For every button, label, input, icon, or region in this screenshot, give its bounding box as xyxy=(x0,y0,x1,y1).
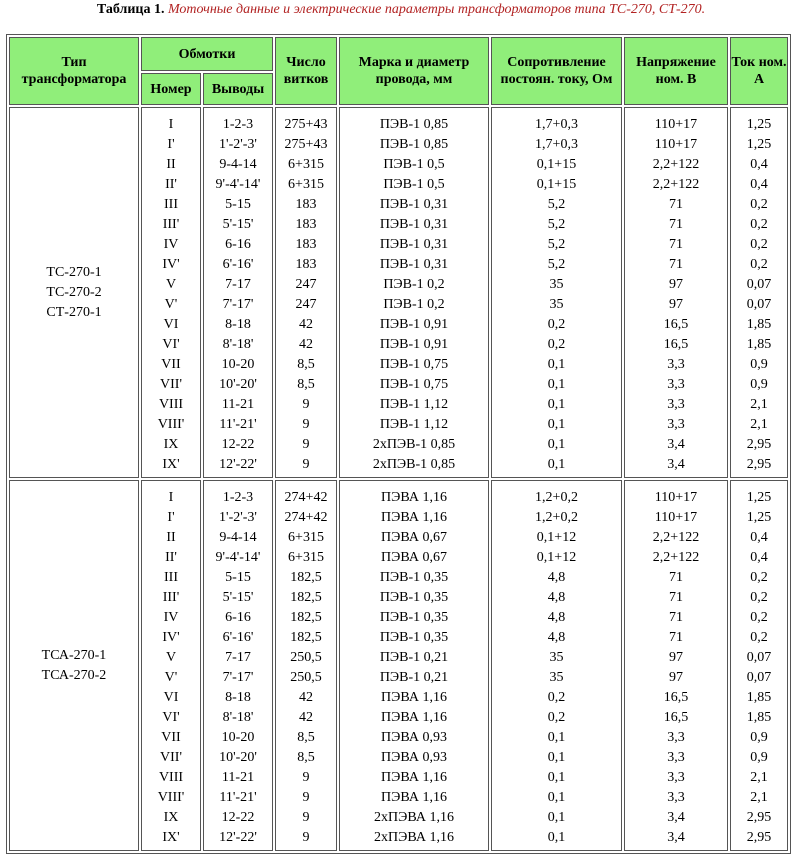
winding-number: VIII xyxy=(158,770,184,785)
type-name: ТС-270-2 xyxy=(46,284,102,300)
current-value: 2,95 xyxy=(746,457,772,472)
resistance-value: 0,1 xyxy=(547,830,566,845)
winding-number: VI xyxy=(163,690,179,705)
resistance-value: 4,8 xyxy=(547,570,566,585)
header-number: Номер xyxy=(141,73,201,105)
winding-leads: 1'-2'-3' xyxy=(219,137,257,152)
wire-value: ПЭВ-1 0,31 xyxy=(379,237,449,252)
wire-value: ПЭВА 1,16 xyxy=(381,710,447,725)
header-wire: Марка и диаметр провода, мм xyxy=(339,37,489,105)
voltage-column xyxy=(624,107,728,478)
wire-value: ПЭВА 0,93 xyxy=(381,730,447,745)
winding-number: V' xyxy=(164,297,178,312)
leads-column xyxy=(203,107,273,478)
voltage-value: 16,5 xyxy=(663,690,689,705)
resistance-value: 0,2 xyxy=(547,710,566,725)
resistance-value: 0,1+15 xyxy=(536,157,577,172)
turns-value: 9 xyxy=(302,457,310,472)
wire-value: ПЭВ-1 0,31 xyxy=(379,217,449,232)
winding-number: IV' xyxy=(162,630,180,645)
current-value: 0,9 xyxy=(750,357,768,372)
current-value: 2,95 xyxy=(746,830,772,845)
turns-value: 9 xyxy=(302,770,310,785)
winding-number: V xyxy=(165,277,177,292)
current-value: 2,1 xyxy=(750,790,768,805)
wire-value: ПЭВА 1,16 xyxy=(381,510,447,525)
current-value: 0,4 xyxy=(750,530,768,545)
winding-leads: 6-16 xyxy=(225,237,251,252)
type-name: ТСА-270-2 xyxy=(41,667,107,683)
wire-value: ПЭВ-1 0,35 xyxy=(379,630,449,645)
winding-leads: 6'-16' xyxy=(222,257,254,272)
resistance-value: 0,1 xyxy=(547,437,566,452)
voltage-value: 97 xyxy=(669,297,683,312)
resistance-value: 1,2+0,2 xyxy=(535,510,578,525)
voltage-value: 3,3 xyxy=(667,417,685,432)
current-value: 2,95 xyxy=(746,437,772,452)
turns-value: 182,5 xyxy=(290,570,322,585)
wire-value: ПЭВ-1 0,5 xyxy=(383,177,445,192)
wire-value: 2хПЭВА 1,16 xyxy=(374,810,454,825)
winding-leads: 5-15 xyxy=(225,570,251,585)
wire-value: ПЭВ-1 0,85 xyxy=(379,137,449,152)
turns-column xyxy=(275,107,337,478)
current-value: 0,2 xyxy=(750,590,768,605)
current-value: 1,25 xyxy=(746,117,772,132)
resistance-value: 0,2 xyxy=(547,690,566,705)
wire-value: ПЭВ-1 0,85 xyxy=(379,117,449,132)
current-value: 0,4 xyxy=(750,550,768,565)
wire-value: ПЭВ-1 0,75 xyxy=(379,377,449,392)
winding-number: IV xyxy=(163,237,179,252)
resistance-value: 35 xyxy=(549,670,564,685)
winding-number: VII xyxy=(161,730,181,745)
voltage-value: 16,5 xyxy=(663,337,689,352)
current-value: 1,85 xyxy=(746,317,772,332)
winding-number: IX' xyxy=(162,830,180,845)
turns-value: 42 xyxy=(299,690,313,705)
wire-column xyxy=(339,107,489,478)
voltage-value: 3,3 xyxy=(667,770,685,785)
winding-leads: 9-4-14 xyxy=(219,157,257,172)
turns-value: 9 xyxy=(302,437,310,452)
winding-leads: 12'-22' xyxy=(219,830,257,845)
winding-leads: 8'-18' xyxy=(222,337,254,352)
current-value: 0,07 xyxy=(746,670,772,685)
voltage-value: 16,5 xyxy=(663,317,689,332)
current-value: 0,2 xyxy=(750,610,768,625)
winding-leads: 8'-18' xyxy=(222,710,254,725)
current-value: 0,2 xyxy=(750,197,768,212)
type-name: СТ-270-1 xyxy=(46,304,102,320)
caption-text: Моточные данные и электрические параметры трансформаторов типа ТС-270, СТ-270. xyxy=(167,2,706,17)
voltage-column xyxy=(624,480,728,851)
wire-value: ПЭВ-1 0,21 xyxy=(379,650,449,665)
resistance-value: 0,1+12 xyxy=(536,550,577,565)
group-row xyxy=(9,480,788,851)
resistance-value: 0,1+12 xyxy=(536,530,577,545)
winding-leads: 9'-4'-14' xyxy=(215,177,261,192)
voltage-value: 3,3 xyxy=(667,730,685,745)
winding-leads: 10-20 xyxy=(221,730,255,745)
winding-leads: 10-20 xyxy=(221,357,255,372)
current-value: 0,2 xyxy=(750,237,768,252)
turns-value: 9 xyxy=(302,417,310,432)
resistance-value: 0,1 xyxy=(547,750,566,765)
voltage-value: 2,2+122 xyxy=(652,550,700,565)
current-value: 1,25 xyxy=(746,490,772,505)
voltage-value: 110+17 xyxy=(654,510,698,525)
current-value: 2,95 xyxy=(746,810,772,825)
voltage-value: 71 xyxy=(669,217,683,232)
current-value: 0,2 xyxy=(750,570,768,585)
resistance-column xyxy=(491,480,622,851)
winding-leads: 12'-22' xyxy=(219,457,257,472)
resistance-value: 0,1 xyxy=(547,457,566,472)
resistance-column xyxy=(491,107,622,478)
voltage-value: 110+17 xyxy=(654,490,698,505)
current-value: 0,2 xyxy=(750,630,768,645)
winding-number: III' xyxy=(162,590,180,605)
transformer-types xyxy=(9,107,139,478)
current-value: 0,07 xyxy=(746,297,772,312)
turns-value: 6+315 xyxy=(288,177,324,192)
resistance-value: 0,1 xyxy=(547,810,566,825)
voltage-value: 71 xyxy=(669,610,683,625)
turns-value: 250,5 xyxy=(290,670,322,685)
wire-value: ПЭВА 0,93 xyxy=(381,750,447,765)
winding-number: II xyxy=(166,530,176,545)
winding-leads: 1-2-3 xyxy=(222,490,254,505)
turns-value: 275+43 xyxy=(284,117,328,132)
turns-value: 250,5 xyxy=(290,650,322,665)
resistance-value: 1,7+0,3 xyxy=(535,117,578,132)
turns-value: 42 xyxy=(299,710,313,725)
turns-value: 9 xyxy=(302,810,310,825)
voltage-value: 97 xyxy=(669,650,683,665)
voltage-value: 71 xyxy=(669,197,683,212)
resistance-value: 5,2 xyxy=(547,217,566,232)
winding-leads: 6'-16' xyxy=(222,630,254,645)
winding-number: II' xyxy=(165,550,177,565)
turns-value: 275+43 xyxy=(284,137,328,152)
winding-leads: 12-22 xyxy=(221,437,255,452)
wire-value: ПЭВ-1 0,75 xyxy=(379,357,449,372)
winding-number: VIII' xyxy=(157,790,185,805)
voltage-value: 97 xyxy=(669,670,683,685)
winding-number: VIII' xyxy=(157,417,185,432)
turns-value: 183 xyxy=(295,237,317,252)
winding-leads: 9'-4'-14' xyxy=(215,550,261,565)
turns-column xyxy=(275,480,337,851)
voltage-value: 16,5 xyxy=(663,710,689,725)
type-name: ТС-270-1 xyxy=(46,264,102,280)
winding-leads: 7-17 xyxy=(225,277,251,292)
winding-leads: 5'-15' xyxy=(222,217,254,232)
wire-value: 2хПЭВА 1,16 xyxy=(374,830,454,845)
turns-value: 8,5 xyxy=(297,357,315,372)
wire-value: ПЭВА 0,67 xyxy=(381,550,447,565)
winding-number: IX xyxy=(163,810,179,825)
resistance-value: 0,1 xyxy=(547,397,566,412)
winding-number: IX' xyxy=(162,457,180,472)
turns-value: 247 xyxy=(295,277,317,292)
header-turns: Число витков xyxy=(275,37,337,105)
current-value: 0,07 xyxy=(746,277,772,292)
voltage-value: 3,4 xyxy=(667,437,685,452)
resistance-value: 35 xyxy=(549,277,564,292)
voltage-value: 3,3 xyxy=(667,377,685,392)
current-value: 1,25 xyxy=(746,510,772,525)
voltage-value: 71 xyxy=(669,237,683,252)
winding-leads: 10'-20' xyxy=(219,750,257,765)
wire-value: ПЭВА 1,16 xyxy=(381,490,447,505)
turns-value: 6+315 xyxy=(288,157,324,172)
wire-value: ПЭВ-1 0,35 xyxy=(379,610,449,625)
winding-leads: 10'-20' xyxy=(219,377,257,392)
resistance-value: 0,1+15 xyxy=(536,177,577,192)
turns-value: 8,5 xyxy=(297,377,315,392)
winding-number: IV xyxy=(163,610,179,625)
turns-value: 9 xyxy=(302,790,310,805)
header-resistance: Сопротивление постоян. току, Ом xyxy=(491,37,622,105)
voltage-value: 3,3 xyxy=(667,397,685,412)
winding-leads: 11'-21' xyxy=(219,790,257,805)
turns-value: 274+42 xyxy=(284,510,328,525)
turns-value: 182,5 xyxy=(290,590,322,605)
wire-value: ПЭВ-1 0,31 xyxy=(379,197,449,212)
winding-leads: 5-15 xyxy=(225,197,251,212)
resistance-value: 1,2+0,2 xyxy=(535,490,578,505)
resistance-value: 35 xyxy=(549,650,564,665)
caption-label: Таблица 1. xyxy=(96,2,165,17)
current-value: 0,07 xyxy=(746,650,772,665)
winding-number: VIII xyxy=(158,397,184,412)
winding-number: VI' xyxy=(162,337,180,352)
voltage-value: 71 xyxy=(669,257,683,272)
voltage-value: 71 xyxy=(669,590,683,605)
winding-number: I' xyxy=(167,510,175,525)
winding-number: VII' xyxy=(160,750,182,765)
resistance-value: 0,1 xyxy=(547,770,566,785)
current-value: 1,85 xyxy=(746,337,772,352)
winding-number: V xyxy=(165,650,177,665)
winding-leads: 5'-15' xyxy=(222,590,254,605)
turns-value: 183 xyxy=(295,257,317,272)
current-column xyxy=(730,480,788,851)
winding-leads: 8-18 xyxy=(225,317,251,332)
voltage-value: 97 xyxy=(669,277,683,292)
leads-column xyxy=(203,480,273,851)
voltage-value: 3,3 xyxy=(667,750,685,765)
voltage-value: 2,2+122 xyxy=(652,157,700,172)
resistance-value: 0,1 xyxy=(547,790,566,805)
winding-number: III xyxy=(164,570,178,585)
current-value: 0,9 xyxy=(750,750,768,765)
wire-value: ПЭВ-1 0,35 xyxy=(379,590,449,605)
resistance-value: 5,2 xyxy=(547,257,566,272)
winding-number: VII' xyxy=(160,377,182,392)
voltage-value: 3,4 xyxy=(667,810,685,825)
turns-value: 183 xyxy=(295,217,317,232)
resistance-value: 4,8 xyxy=(547,590,566,605)
number-column xyxy=(141,480,201,851)
current-value: 0,4 xyxy=(750,157,768,172)
current-column xyxy=(730,107,788,478)
wire-value: ПЭВ-1 1,12 xyxy=(379,417,449,432)
winding-leads: 1-2-3 xyxy=(222,117,254,132)
group-row xyxy=(9,107,788,478)
winding-number: IX xyxy=(163,437,179,452)
wire-value: 2хПЭВ-1 0,85 xyxy=(372,437,456,452)
turns-value: 9 xyxy=(302,397,310,412)
winding-leads: 11-21 xyxy=(221,397,255,412)
current-value: 0,4 xyxy=(750,177,768,192)
wire-value: ПЭВ-1 0,91 xyxy=(379,317,449,332)
wire-value: ПЭВ-1 0,2 xyxy=(383,297,445,312)
current-value: 1,85 xyxy=(746,710,772,725)
winding-number: III' xyxy=(162,217,180,232)
turns-value: 8,5 xyxy=(297,730,315,745)
voltage-value: 3,3 xyxy=(667,790,685,805)
winding-leads: 8-18 xyxy=(225,690,251,705)
winding-number: V' xyxy=(164,670,178,685)
winding-number: I xyxy=(168,490,174,505)
current-value: 0,2 xyxy=(750,257,768,272)
turns-value: 42 xyxy=(299,317,313,332)
turns-value: 247 xyxy=(295,297,317,312)
winding-number: VI' xyxy=(162,710,180,725)
voltage-value: 110+17 xyxy=(654,117,698,132)
turns-value: 42 xyxy=(299,337,313,352)
wire-value: ПЭВА 1,16 xyxy=(381,690,447,705)
resistance-value: 0,1 xyxy=(547,377,566,392)
header-windings: Обмотки xyxy=(141,37,273,71)
wire-value: ПЭВ-1 0,5 xyxy=(383,157,445,172)
winding-leads: 11-21 xyxy=(221,770,255,785)
current-value: 0,9 xyxy=(750,730,768,745)
turns-value: 6+315 xyxy=(288,530,324,545)
voltage-value: 110+17 xyxy=(654,137,698,152)
turns-value: 274+42 xyxy=(284,490,328,505)
wire-value: ПЭВ-1 1,12 xyxy=(379,397,449,412)
turns-value: 6+315 xyxy=(288,550,324,565)
voltage-value: 71 xyxy=(669,630,683,645)
voltage-value: 2,2+122 xyxy=(652,530,700,545)
resistance-value: 5,2 xyxy=(547,237,566,252)
turns-value: 182,5 xyxy=(290,610,322,625)
winding-number: IV' xyxy=(162,257,180,272)
current-value: 0,9 xyxy=(750,377,768,392)
current-value: 2,1 xyxy=(750,417,768,432)
resistance-value: 0,2 xyxy=(547,317,566,332)
current-value: 0,2 xyxy=(750,217,768,232)
turns-value: 9 xyxy=(302,830,310,845)
wire-value: ПЭВА 0,67 xyxy=(381,530,447,545)
turns-value: 8,5 xyxy=(297,750,315,765)
resistance-value: 5,2 xyxy=(547,197,566,212)
resistance-value: 35 xyxy=(549,297,564,312)
winding-number: II xyxy=(166,157,176,172)
header-voltage: Напряжение ном. В xyxy=(624,37,728,105)
winding-number: II' xyxy=(165,177,177,192)
wire-value: ПЭВ-1 0,91 xyxy=(379,337,449,352)
wire-value: ПЭВ-1 0,31 xyxy=(379,257,449,272)
winding-leads: 1'-2'-3' xyxy=(219,510,257,525)
current-value: 2,1 xyxy=(750,770,768,785)
winding-number: VII xyxy=(161,357,181,372)
wire-value: ПЭВА 1,16 xyxy=(381,790,447,805)
winding-leads: 7'-17' xyxy=(222,297,254,312)
turns-value: 182,5 xyxy=(290,630,322,645)
transformer-table xyxy=(6,34,791,854)
current-value: 1,25 xyxy=(746,137,772,152)
winding-number: III xyxy=(164,197,178,212)
turns-value: 183 xyxy=(295,197,317,212)
winding-leads: 7'-17' xyxy=(222,670,254,685)
winding-number: I xyxy=(168,117,174,132)
wire-value: ПЭВ-1 0,21 xyxy=(379,670,449,685)
resistance-value: 0,1 xyxy=(547,417,566,432)
current-value: 2,1 xyxy=(750,397,768,412)
wire-value: ПЭВ-1 0,2 xyxy=(383,277,445,292)
winding-leads: 6-16 xyxy=(225,610,251,625)
wire-value: 2хПЭВ-1 0,85 xyxy=(372,457,456,472)
type-name: ТСА-270-1 xyxy=(41,647,107,663)
wire-value: ПЭВА 1,16 xyxy=(381,770,447,785)
voltage-value: 71 xyxy=(669,570,683,585)
resistance-value: 1,7+0,3 xyxy=(535,137,578,152)
voltage-value: 3,4 xyxy=(667,457,685,472)
winding-number: VI xyxy=(163,317,179,332)
transformer-types xyxy=(9,480,139,851)
header-type: Тип трансформатора xyxy=(9,37,139,105)
winding-number: I' xyxy=(167,137,175,152)
current-value: 1,85 xyxy=(746,690,772,705)
table-caption xyxy=(0,0,802,22)
voltage-value: 3,4 xyxy=(667,830,685,845)
winding-leads: 9-4-14 xyxy=(219,530,257,545)
voltage-value: 3,3 xyxy=(667,357,685,372)
winding-leads: 12-22 xyxy=(221,810,255,825)
winding-leads: 7-17 xyxy=(225,650,251,665)
resistance-value: 0,1 xyxy=(547,357,566,372)
resistance-value: 4,8 xyxy=(547,610,566,625)
winding-leads: 11'-21' xyxy=(219,417,257,432)
wire-column xyxy=(339,480,489,851)
voltage-value: 2,2+122 xyxy=(652,177,700,192)
resistance-value: 4,8 xyxy=(547,630,566,645)
header-leads: Выводы xyxy=(203,73,273,105)
resistance-value: 0,1 xyxy=(547,730,566,745)
header-current: Ток ном. А xyxy=(730,37,788,105)
wire-value: ПЭВ-1 0,35 xyxy=(379,570,449,585)
number-column xyxy=(141,107,201,478)
resistance-value: 0,2 xyxy=(547,337,566,352)
